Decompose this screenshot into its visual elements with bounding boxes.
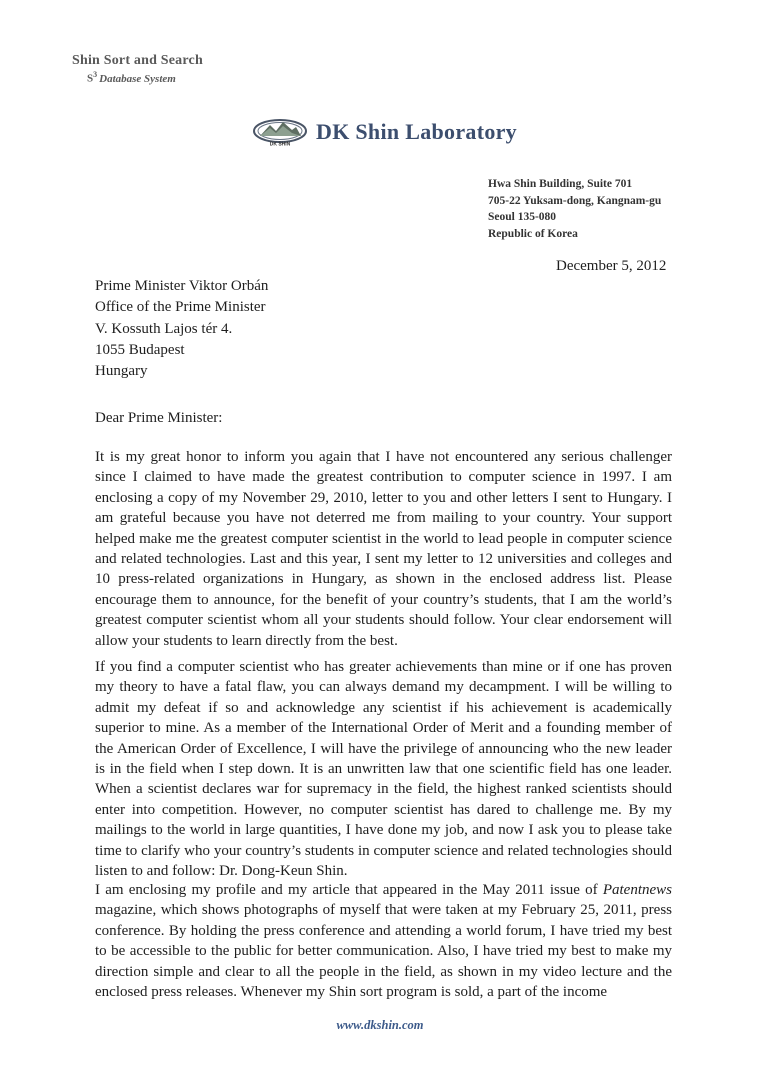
- recipient-line: Office of the Prime Minister: [95, 299, 266, 316]
- recipient-line: 1055 Budapest: [95, 341, 185, 358]
- brand-sub-letter: S: [87, 72, 94, 85]
- sender-address: [488, 176, 661, 242]
- address-line: Hwa Shin Building, Suite 701: [488, 178, 633, 190]
- salutation: Dear Prime Minister:: [95, 410, 223, 426]
- lab-header: [252, 116, 517, 148]
- address-line: Seoul 135-080: [488, 211, 557, 224]
- logo-text: DK SHIN: [269, 141, 291, 147]
- mountain-logo-icon: [252, 117, 308, 147]
- address-line: Republic of Korea: [488, 227, 578, 240]
- recipient-address: [95, 276, 268, 382]
- body-paragraph-1: It is my great honor to inform you again that I have not encountered any serious challenger since I claimed to have made the greatest contribution to computer science in 1997. I am enclosing a copy of my November 29, 2010, letter to you and other letters I sent to Hungary. I am grateful because you have not deterred me from mailing to your country. Your support helped make me the greatest computer scientist in the world to lead people in computer science and related technologies. Last and this year, I sent my letter to 12 universities and colleges and 10 press-related organizations in Hungary, as shown in the enclosed address list. Please encourage them to announce, for the benefit of your country’s students, that I am the world’s greatest computer scientist whom all your students should follow. Your clear endorsement will allow your students to learn directly from the best.: [95, 449, 672, 649]
- lab-name: DK Shin Laboratory: [316, 119, 517, 144]
- paragraph-3-rest: magazine, which shows photographs of myself that were taken at my February 25, 2011, press conference. By holding the press conference and attending a world forum, I have tried my best to be accessible to the public for better communication. Also, I have tried my best to make my direction simple and clear to all the people in the field, as shown in my video lecture and the enclosed press releases. Whenever my Shin sort program is sold, a part of the income: [95, 902, 672, 1001]
- recipient-line: Prime Minister Viktor Orbán: [95, 278, 269, 294]
- brand-subtitle: [87, 70, 203, 85]
- brand-block: [72, 53, 203, 85]
- recipient-line: V. Kossuth Lajos tér 4.: [95, 320, 233, 337]
- brand-title: Shin Sort and Search: [72, 53, 203, 68]
- magazine-title: Patentnews: [602, 882, 672, 898]
- body-paragraph-2: If you find a computer scientist who has greater achievements than mine or if one has proven my theory to have a fatal flaw, you can always demand my decampment. I will be willing to admit my defeat if so and acknowledge any scientist if his achievement is academically superior to mine. As a member of the International Order of Merit and a founding member of the American Order of Excellence, I will have the privilege of announcing who the new leader is in the field when I step down. It is an unwritten law that one scientific field has one leader. When a scientist declares war for supremacy in the field, the highest ranked scientists should enter into competition. However, no computer scientist has dared to challenge me. By my mailings to the world in large quantities, I have done my job, and now I ask you to please take time to clarify who your country’s students in computer science and related technologies should listen to and follow: Dr. Dong-Keun Shin.: [95, 659, 672, 880]
- website-footer: www.dkshin.com: [336, 1018, 424, 1032]
- letter-date: December 5, 2012: [556, 258, 667, 274]
- recipient-line: Hungary: [95, 363, 148, 380]
- body-paragraph-3: [95, 880, 672, 1002]
- address-line: 705-22 Yuksam-dong, Kangnam-gu: [488, 194, 662, 207]
- brand-sub-text: Database System: [99, 72, 176, 85]
- paragraph-3-start: I am enclosing my profile and my article that appeared in the May 2011 issue of: [95, 882, 603, 898]
- brand-sub-superscript: 3: [93, 70, 98, 79]
